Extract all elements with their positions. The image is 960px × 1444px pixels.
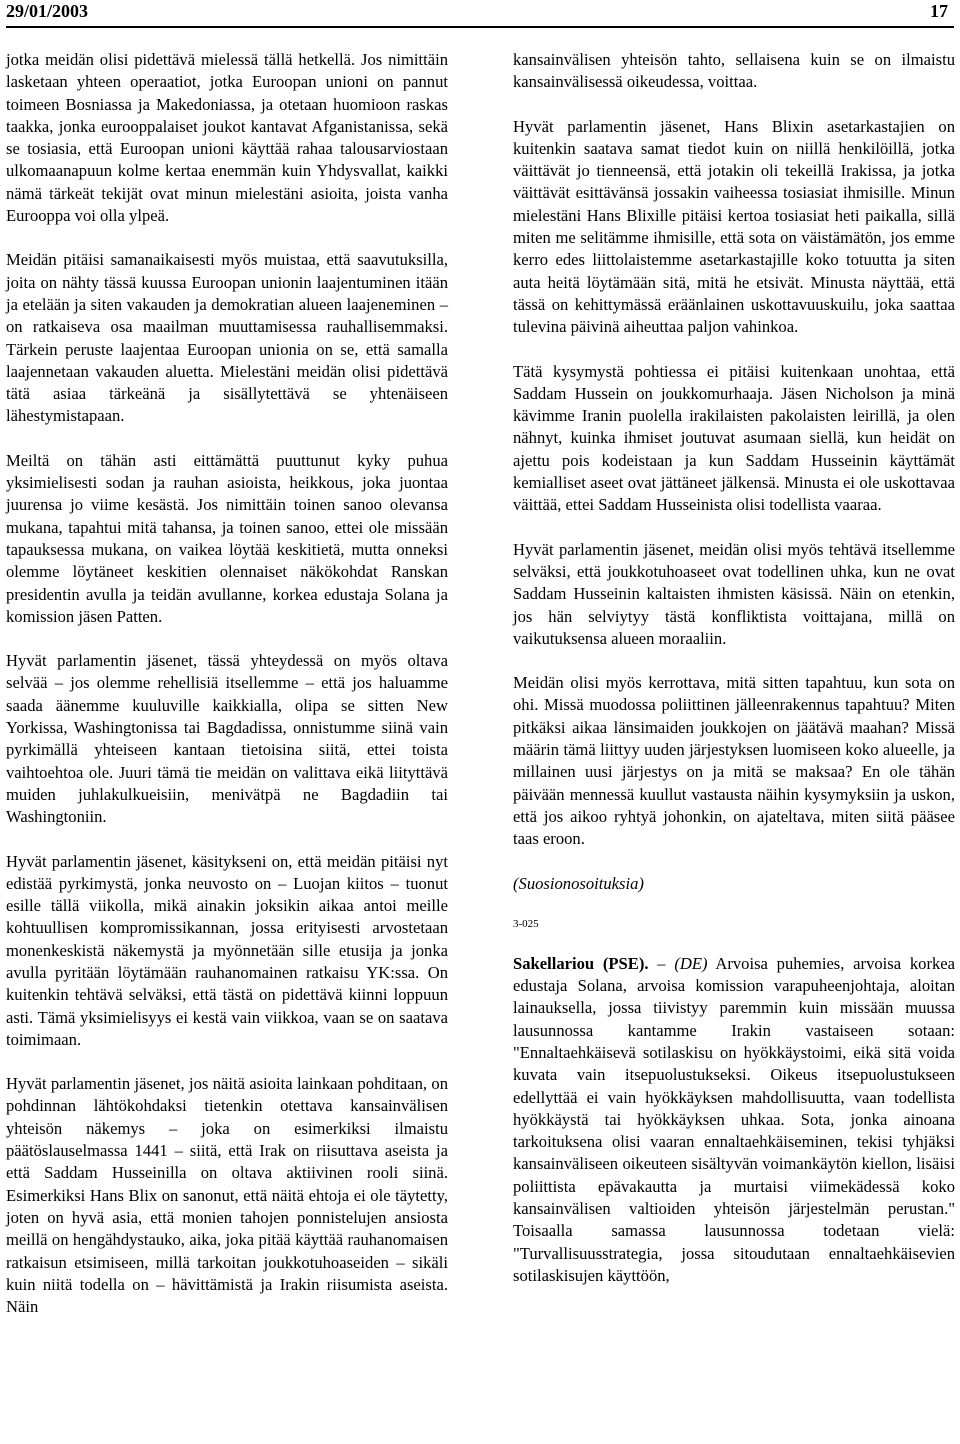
paragraph: Hyvät parlamentin jäsenet, Hans Blixin asetarkastajien on kuitenkin saatava samat tiedot kuin on niillä henkilöillä, jotka väittävät jo tienneensä, että jotakin oli tekeillä Irakissa, ja jotka väittävät esittävänsä jossakin vaiheessa tosiasiat ihmisille. Minun mielestäni Hans Blixille pitäisi kertoa tosiasiat heti paikalla, sillä miten me selitämme ihmisille, että sota on väistämätön, jos emme kerro edes liittolaistemme asetarkastajille koko totuutta ja siten auta heitä löytämään sitä, mitä he etsivät. Minusta näyttää, että tässä on kehittymässä eräänlainen uskottavuuskuilu, joka saattaa tulevina päivinä aiheuttaa paljon vahinkoa.	[513, 116, 955, 337]
paragraph: Hyvät parlamentin jäsenet, meidän olisi myös tehtävä itsellemme selväksi, että joukkotuhoaseet ovat todellinen uhka, kun ne ovat Saddam Husseinin kaltaisten ihmisten käsissä. Näin on etenkin, jos hän selviytyy tästä konfliktista voittajana, millä on vaikutuksensa alueen moraaliin.	[513, 539, 955, 648]
speaker-name: Sakellariou (PSE).	[513, 953, 649, 973]
paragraph: Meidän pitäisi samanaikaisesti myös muistaa, että saavutuksilla, joita on nähty tässä kuussa Euroopan unionin laajentuminen itään ja etelään ja siten vakauden ja demokratian alueen laajeneminen – on ratkaiseva osa maailman muuttamisessa rauhallisemmaksi. Tärkein peruste laajentaa Euroopan unionia on se, että samalla laajennetaan vakauden aluetta. Mielestäni meidän olisi pidettävä tätä asiaa tärkeänä ja sisällytettävä se yhtenäiseen lähestymistapaan.	[6, 250, 448, 426]
left-column	[6, 49, 448, 1318]
paragraph: kansainvälisen yhteisön tahto, sellaisena kuin se on ilmaistu kansainvälisessä oikeudessa, voittaa.	[513, 50, 955, 92]
header-rule	[6, 26, 954, 28]
paragraph: Hyvät parlamentin jäsenet, käsitykseni on, että meidän pitäisi nyt edistää pyrkimystä, jonka neuvosto on – Luojan kiitos – tuonut esille tällä viikolla, mikä ainakin joksikin aikaa antoi meille kohtuullisen kompromissikannan, jossa erityisesti arvostetaan monenkeskistä näkemystä ja myönnetään sille etusija ja jonka avulla pyritään löytämään rauhanomainen ratkaisu YK:ssa. On kuitenkin tehtävä selväksi, että tästä on pidettävä kiinni loppuun asti. Tämä yksimielisyys ei kestä vain viikkoa, vaan se on saatava toimimaan.	[6, 851, 448, 1049]
speech-paragraph: Sakellariou (PSE). – (DE) Arvoisa puhemies, arvoisa korkea edustaja Solana, arvoisa komission varapuheenjohtaja, aloitan lainauksella, jossa tiivistyy paremmin kuin missään muussa lausunnossa kantamme Irakin vastaiseen sotaan: "Ennaltaehkäisevä sotilaskisu on hyökkäystoimi, eikä sitä voida kuvata vain itsepuolustukseksi. Oikeus itsepuolustukseen edellyttää ei vain hyökkäyksen mahdollisuutta, vaan todellista hyökkäystä tai hyökkäyksen uhkaa. Sota, jonka ainoana tarkoituksena olisi vaaran ennaltaehkäiseminen, tekisi tyhjäksi kansainväliseen oikeuteen sisältyvän voimankäytön kiellon, lisäisi poliittista epävakautta ja murtaisi viimekädessä koko kansainvälisen valtioiden yhteisön järjestelmän perustan." Toisaalla samassa lausunnossa todetaan vielä: "Turvallisuusstrategia, jossa sitoudutaan ennaltaehkäisevien sotilaskisujen käyttöön,	[513, 953, 956, 1285]
paragraph: Meiltä on tähän asti eittämättä puuttunut kyky puhua yksimielisesti sodan ja rauhan asioista, heikkous, joka juontaa juurensa jo viime kesästä. Jos nimittäin toinen sanoo olevansa mukana, tapahtui mitä tahansa, ja toinen sanoo, ettei ole missään tapauksessa mukana, on vaikea löytää keskitietä, mutta onneksi olemme löytäneet keskitien olennaiset näkökohdat Ranskan presidentin avulla ja teidän avullanne, korkea edustaja Solana ja komission jäsen Patten.	[6, 450, 448, 626]
header-date: 29/01/2003	[6, 1, 89, 21]
paragraph: Tätä kysymystä pohtiessa ei pitäisi kuitenkaan unohtaa, että Saddam Hussein on joukkomurhaaja. Jäsen Nicholson ja minä kävimme Iranin puolella irakilaisten pakolaisten leirillä, ja olen nähnyt, kuinka ihmiset joutuvat asumaan siellä, kun heidät on ajettu pois kodeistaan ja kun Saddam Husseinin käyttämät kemialliset aseet ovat jättäneet jälkensä. Minusta ei ole uskottavaa väittää, ettei Saddam Husseinista olisi todellista vaaraa.	[513, 361, 955, 515]
paragraph: jotka meidän olisi pidettävä mielessä tällä hetkellä. Jos nimittäin lasketaan yhteen operaatiot, jotka Euroopan unioni on pannut toimeen Bosniassa ja Makedoniassa, ja otetaan huomioon raskas taakka, jonka eurooppalaiset joukot kantavat Afganistanissa, sekä se tosiasia, että Euroopan unioni käyttää rahaa talousarviostaan ulkomaanapuun kolme kertaa enemmän kuin Yhdysvallat, kaikki nämä tärkeät tekijät ovat minun mielestäni asioita, joista vanha Eurooppa voi olla ylpeä.	[6, 50, 448, 226]
speech-text: Arvoisa puhemies, arvoisa korkea edustaja Solana, arvoisa komission varapuheenjohtaja, aloitan lainauksella, jossa tiivistyy paremmin kuin missään muussa lausunnossa kantamme Irakin vastaiseen sotaan: "Ennaltaehkäisevä sotilaskisu on hyökkäystoimi, eikä sitä voida kuvata vain itsepuolustukseksi. Oikeus itsepuolustukseen edellyttää ei vain hyökkäyksen mahdollisuutta, vaan todellista hyökkäystä tai hyökkäyksen uhkaa. Sota, jonka ainoana tarkoituksena olisi vaaran ennaltaehkäiseminen, tekisi tyhjäksi kansainväliseen oikeuteen sisältyvän voimankäytön kiellon, lisäisi poliittista epävakautta ja murtaisi viimekädessä koko kansainvälisen valtioiden yhteisön järjestelmän perustan." Toisaalla samassa lausunnossa todetaan vielä: "Turvallisuusstrategia, jossa sitoudutaan ennaltaehkäisevien sotilaskisujen käyttöön,	[513, 953, 956, 1285]
right-column	[513, 49, 955, 1287]
page-header	[6, 0, 948, 22]
language-tag: (DE)	[674, 953, 708, 973]
paragraph: Hyvät parlamentin jäsenet, tässä yhteydessä on myös oltava selvää – jos olemme rehellisiä itsellemme – että jos haluamme saada äänemme kuuluville kaikkialla, olipa se sitten New Yorkissa, Washingtonissa tai Bagdadissa, onnistumme siinä vain pyrkimällä yhteiseen kantaan tietoisina siitä, ettei toista vaihtoehtoa ole. Juuri tämä tie meidän on valittava eikä liityttävä muiden juhlakulkueisiin, menivätpä ne Bagdadiin tai Washingtoniin.	[6, 651, 448, 827]
paragraph: Meidän olisi myös kerrottava, mitä sitten tapahtuu, kun sota on ohi. Missä muodossa poliittinen jälleenrakennus tapahtuu? Miten pitkäksi aikaa länsimaiden joukkojen on jäätävä maahan? Missä määrin tämä liittyy uuden järjestyksen luomiseen koko alueelle, ja millainen uusi järjestys on ja mitä se maksaa? En ole tähän päivään mennessä kuullut vastausta näihin kysymyksiin ja uskon, että jos aikoo ryhtyä johonkin, on ajateltava, miten siitä pääsee taas eroon.	[513, 673, 955, 849]
header-page-number: 17	[930, 1, 948, 21]
paragraph: Hyvät parlamentin jäsenet, jos näitä asioita lainkaan pohditaan, on pohdinnan lähtökohdaksi tietenkin otettava kansainvälisen yhteisön näkemys – joka on esimerkiksi ilmaistu päätöslauselmassa 1441 – siitä, että Irak on riisuttava aseista ja että Saddam Husseinilla on oltava aktiivinen rooli siinä. Esimerkiksi Hans Blix on sanonut, että näitä ehtoja ei ole täytetty, joten on hyvä asia, että monien tahojen ponnistelujen ansiosta meillä on hengähdystauko, aika, joka pitää käyttää rauhanomaisen ratkaisun etsimiseen, millä tarkoitan joukkotuhoaseiden – sikäli kuin niitä todella on – hävittämistä ja Irakin riisumista aseista. Näin	[6, 1074, 448, 1317]
applause-note: (Suosionosoituksia)	[513, 873, 644, 893]
reference-number: 3-025	[513, 917, 539, 930]
